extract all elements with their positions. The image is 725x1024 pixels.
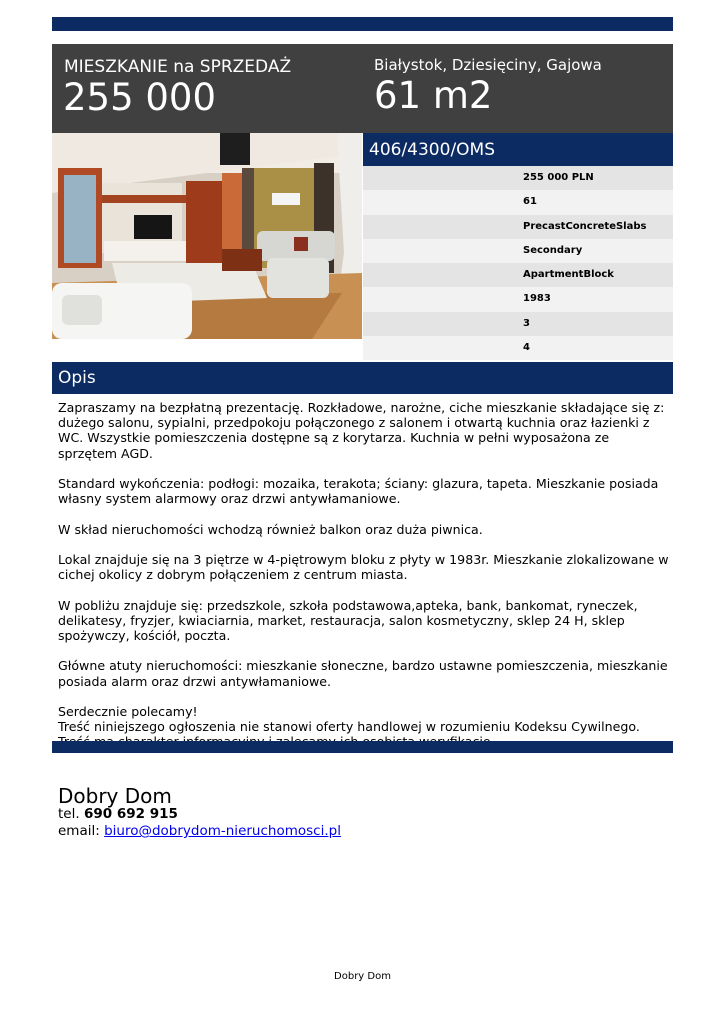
description-paragraph: W skład nieruchomości wchodzą również balkon oraz duża piwnica. <box>58 521 483 537</box>
specs-table <box>363 166 673 360</box>
description-body <box>58 400 670 750</box>
email-link[interactable]: biuro@dobrydom-nieruchomosci.pl <box>104 823 341 839</box>
phone-label: tel. <box>58 806 80 822</box>
spec-row-year <box>363 287 673 311</box>
listing-header <box>52 44 673 133</box>
description-paragraph: Główne atuty nieruchomości: mieszkanie słoneczne, bardzo ustawne pomieszczenia, mieszkanie posiada alarm oraz drzwi antywłamaniowe. <box>58 658 668 689</box>
description-paragraph: Standard wykończenia: podłogi: mozaika, terakota; ściany: glazura, tapeta. Mieszkanie posiada własny system alarmowy oraz drzwi antywłamaniowe. <box>58 476 659 507</box>
spec-value: ApartmentBlock <box>523 269 614 280</box>
description-heading: Opis <box>58 368 96 388</box>
listing-price: 255 000 <box>63 76 217 119</box>
spec-row-building-type <box>363 263 673 287</box>
spec-row-floor <box>363 312 673 336</box>
spec-value: 3 <box>523 317 530 329</box>
agency-name: Dobry Dom <box>58 784 172 808</box>
reference-number: 406/4300/OMS <box>369 140 496 160</box>
spec-value: PrecastConcreteSlabs <box>523 220 647 232</box>
spec-row-construction <box>363 215 673 239</box>
spec-row-area <box>363 190 673 214</box>
listing-area: 61 m2 <box>374 74 493 117</box>
description-heading-bar <box>52 362 673 394</box>
spec-row-market <box>363 239 673 263</box>
description-closing: Serdecznie polecamy! <box>58 703 198 719</box>
phone-number: 690 692 915 <box>83 806 178 822</box>
reference-number-bar <box>363 133 673 166</box>
email-label: email: <box>58 823 100 839</box>
page-footer: Dobry Dom <box>334 971 391 982</box>
bottom-accent-bar <box>52 741 673 753</box>
description-paragraph: Zapraszamy na bezpłatną prezentację. Rozkładowe, narożne, ciche mieszkanie składające się z: dużego salonu, sypialni, przedpokoju połączonego z salonem i otwartą kuchnia oraz łazienki z WC. Wszystkie pomieszczenia dostępne są z korytarza. Kuchnia w pełni wyposażona ze sprzętem AGD. <box>58 400 665 461</box>
contact-phone <box>58 806 178 822</box>
listing-type: MIESZKANIE na SPRZEDAŻ <box>64 57 292 77</box>
description-disclaimer: Treść niniejszego ogłoszenia nie stanowi oferty handlowej w rozumieniu Kodeksu Cywilnego. <box>58 719 640 735</box>
listing-location: Białystok, Dziesięciny, Gajowa <box>374 56 602 74</box>
spec-value: Secondary <box>523 244 583 256</box>
spec-value: 61 <box>523 196 537 208</box>
spec-row-floors-total <box>363 336 673 360</box>
spec-value: 1983 <box>523 293 551 305</box>
spec-value: 255 000 PLN <box>523 172 594 183</box>
top-accent-bar <box>52 17 673 31</box>
spec-row-price <box>363 166 673 190</box>
description-paragraph: Lokal znajduje się na 3 piętrze w 4-piętrowym bloku z płyty w 1983r. Mieszkanie zlokalizowane w cichej okolicy z dobrym połączeniem z centrum miasta. <box>58 551 669 583</box>
contact-email <box>58 823 341 839</box>
spec-value: 4 <box>523 341 530 353</box>
description-paragraph: W pobliżu znajduje się: przedszkole, szkoła podstawowa,apteka, bank, bankomat, ryneczek, delikatesy, fryzjer, kwiaciarnia, market, restauracja, salon kosmetyczny, sklep 24 H, sklep spożywczy, kościół, poczta. <box>58 597 638 643</box>
property-photo <box>52 133 362 339</box>
